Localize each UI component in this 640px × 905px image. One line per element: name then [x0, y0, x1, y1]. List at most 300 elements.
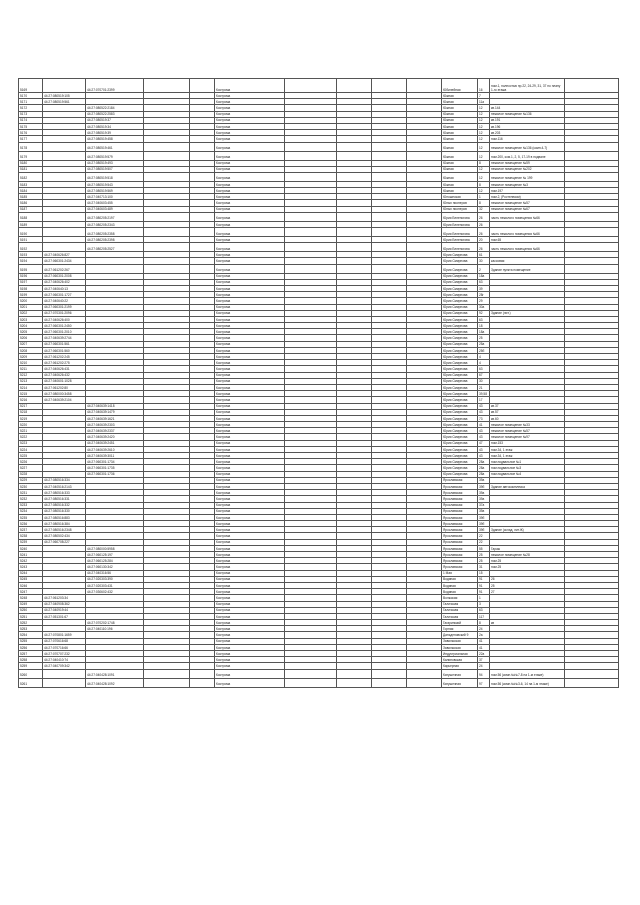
cell-n: 5169 [19, 79, 43, 93]
cell-street: Юрия Смирнова [442, 335, 478, 341]
cell-house: 31 [478, 564, 490, 570]
cell-city: Кострома [215, 601, 285, 607]
cell-n: 5200 [19, 298, 43, 304]
cell-city: Кострома [215, 570, 285, 576]
cell-house: 63 [478, 279, 490, 285]
cell-empty [190, 264, 215, 273]
cell-cad1: 44:27:070707:232 [43, 651, 86, 657]
cell-note: кв [490, 620, 565, 626]
cell-n: 5219 [19, 415, 43, 421]
cell-empty [285, 228, 337, 237]
cell-house: 12 [478, 117, 490, 123]
cell-empty [285, 669, 337, 678]
cell-empty [407, 669, 442, 678]
cell-n: 5213 [19, 378, 43, 384]
cell-city: Кострома [215, 285, 285, 291]
cell-city: Кострома [215, 335, 285, 341]
cell-note: часть нежилого помещения №66 [490, 228, 565, 237]
cell-n: 5244 [19, 570, 43, 576]
cell-cad1 [43, 212, 86, 221]
cell-city: Кострома [215, 545, 285, 551]
cell-note: пом.34, 1 этаж [490, 446, 565, 452]
cell-house: 39б [478, 521, 490, 527]
cell-street: Юрия Смирнова [442, 292, 478, 298]
cell-street: Ярославская [442, 490, 478, 496]
cell-city: Кострома [215, 483, 285, 489]
cell-city: Кострома [215, 397, 285, 403]
cell-n: 5177 [19, 136, 43, 142]
table-row [19, 243, 619, 252]
cell-cad2: 44:27:080519:543 [86, 181, 144, 187]
cell-cad1: 44:27:040640:13 [43, 285, 86, 291]
cell-n: 5192 [19, 243, 43, 252]
cell-note: 27 [490, 589, 565, 595]
cell-street: Ярославская [442, 496, 478, 502]
cell-cad1: 44:27:061202:267 [43, 264, 86, 273]
cell-note: часть нежилого помещения №66 [490, 212, 565, 221]
cell-city: Кострома [215, 552, 285, 558]
cell-cad1: 44:27:060301:2450 [43, 323, 86, 329]
cell-note: кв.144 [490, 105, 565, 111]
cell-street: Юрия Смирнова [442, 258, 478, 264]
cell-house: 25 [478, 335, 490, 341]
cell-house: 41 [478, 638, 490, 644]
cell-house: 18 [478, 323, 490, 329]
cell-city: Кострома [215, 459, 285, 465]
cell-house: 22 [478, 533, 490, 539]
cell-cad1: 44:27:070616:68 [43, 638, 86, 644]
cell-empty [565, 142, 619, 151]
cell-cad1: 44:27:040908:362 [43, 601, 86, 607]
cell-house: 12 [478, 136, 490, 142]
cell-empty [372, 264, 407, 273]
cell-street: Южная [442, 142, 478, 151]
cell-city: Кострома [215, 111, 285, 117]
cell-city: Кострома [215, 403, 285, 409]
cell-city: Кострома [215, 298, 285, 304]
cell-street: Южная [442, 151, 478, 160]
cell-house: 12 [478, 151, 490, 160]
cell-cad2: 44:27:080205:2343 [86, 221, 144, 227]
cell-city: Кострома [215, 372, 285, 378]
cell-street: Юношеская [442, 194, 478, 200]
cell-house: 18а [478, 329, 490, 335]
cell-empty [565, 678, 619, 687]
cell-house: 20 [478, 237, 490, 243]
cell-street: Юрия Смирнова [442, 329, 478, 335]
cell-house: 28а [478, 459, 490, 465]
cell-cad1: 44:27:060301:2434 [43, 258, 86, 264]
cell-cad2: 44:27:040639:1418 [86, 403, 144, 409]
cell-street: Ярославская [442, 552, 478, 558]
cell-empty [144, 151, 190, 160]
cell-empty [372, 151, 407, 160]
cell-cad1: 44:27:060301:2010 [43, 329, 86, 335]
cell-cad1: 44:27:080516:330 [43, 508, 86, 514]
cell-n: 5238 [19, 533, 43, 539]
cell-empty [337, 678, 372, 687]
cell-cad2: 44:27:040428:1092 [86, 678, 144, 687]
cell-city: Кострома [215, 428, 285, 434]
cell-empty [144, 228, 190, 237]
cell-house: 97 [478, 678, 490, 687]
cell-n: 5250 [19, 607, 43, 613]
cell-street: Юрия Смирнова [442, 273, 478, 279]
cell-city: Кострома [215, 160, 285, 166]
cell-cad1: 44:27:080516:883 [43, 514, 86, 520]
cell-street: Юрия Смирнова [442, 252, 478, 258]
cell-house: 55 [478, 545, 490, 551]
cell-house: 25 [478, 552, 490, 558]
cell-cad1: 44:27:070716:66 [43, 644, 86, 650]
cell-note: пом.подвальное №3 [490, 465, 565, 471]
cell-house: 39а [478, 496, 490, 502]
cell-street: Юрия Смирнова [442, 415, 478, 421]
cell-empty [285, 264, 337, 273]
cell-street: Юрия Смирнова [442, 279, 478, 285]
cell-empty [565, 172, 619, 181]
cell-street: Ярославская [442, 564, 478, 570]
cell-house: 17 [478, 397, 490, 403]
cell-note: нежилое помещение №28 [490, 552, 565, 558]
cell-n: 5218 [19, 409, 43, 415]
cell-house: 30 [478, 258, 490, 264]
cell-street: Юрия Смирнова [442, 298, 478, 304]
cell-house: 92 [478, 310, 490, 316]
cell-street: Ярославская [442, 545, 478, 551]
cell-street: Ярославская [442, 483, 478, 489]
cell-n: 5254 [19, 632, 43, 638]
cell-n: 5228 [19, 471, 43, 477]
cell-note: нежилое помещение №97 [490, 434, 565, 440]
cell-n: 5224 [19, 446, 43, 452]
cell-n: 5214 [19, 384, 43, 390]
cell-street: Юрия Смирнова [442, 428, 478, 434]
cell-street: Юрия Смирнова [442, 366, 478, 372]
cell-city: Кострома [215, 533, 285, 539]
cell-street: Юрия Смирнова [442, 347, 478, 353]
cell-street: Ярославская [442, 477, 478, 483]
cell-street: Юрия Смирнова [442, 459, 478, 465]
cell-empty [190, 212, 215, 221]
cell-street: Южная [442, 172, 478, 181]
cell-city: Кострома [215, 347, 285, 353]
register-sheet [18, 78, 618, 688]
cell-empty [144, 142, 190, 151]
cell-note: пом.25 [490, 558, 565, 564]
cell-street: Юрия Смирнова [442, 403, 478, 409]
cell-empty [565, 669, 619, 678]
cell-n: 5251 [19, 613, 43, 619]
cell-n: 5172 [19, 105, 43, 111]
cell-empty [190, 151, 215, 160]
cell-n: 5179 [19, 151, 43, 160]
cell-street: Калиновская [442, 657, 478, 663]
cell-street: Юрия Смирнова [442, 360, 478, 366]
cell-note: нежилое помещение №3 [490, 181, 565, 187]
cell-house: 26 [478, 212, 490, 221]
cell-cad1: 44:27:060301:2008 [43, 273, 86, 279]
cell-note: нежилое помещение №67 [490, 206, 565, 212]
cell-street: Южная [442, 99, 478, 105]
cell-n: 5176 [19, 130, 43, 136]
cell-n: 5260 [19, 669, 43, 678]
cell-n: 5240 [19, 545, 43, 551]
cell-city: Кострома [215, 564, 285, 570]
cell-n: 5173 [19, 111, 43, 117]
cell-n: 5225 [19, 453, 43, 459]
table-row [19, 228, 619, 237]
cell-n: 5231 [19, 490, 43, 496]
cell-note: нежилое помещение №57 [490, 200, 565, 206]
cell-street: Юрия Смирнова [442, 384, 478, 390]
cell-empty [144, 172, 190, 181]
cell-empty [407, 151, 442, 160]
cell-cad2: 44:27:080205:2527 [86, 243, 144, 252]
cell-empty [285, 678, 337, 687]
cell-empty [285, 142, 337, 151]
cell-n: 5248 [19, 595, 43, 601]
cell-n: 5203 [19, 316, 43, 322]
cell-city: Кострома [215, 477, 285, 483]
cell-house: 43 [478, 428, 490, 434]
cell-cad2: 44:27:080519:569 [86, 188, 144, 194]
cell-street: Юрия Смирнова [442, 471, 478, 477]
cell-street: Южная [442, 188, 478, 194]
table-row [19, 669, 619, 678]
cell-city: Кострома [215, 221, 285, 227]
cell-cad1: 44:27:040410:74 [43, 657, 86, 663]
cell-city: Кострома [215, 341, 285, 347]
cell-street: Юрия Смирнова [442, 304, 478, 310]
cell-house: 24 [478, 663, 490, 669]
cell-cad1: 44:27:040601:1028 [43, 378, 86, 384]
cell-empty [337, 172, 372, 181]
cell-city: Кострома [215, 657, 285, 663]
cell-house: 12 [478, 111, 490, 117]
cell-empty [144, 212, 190, 221]
cell-n: 5185 [19, 194, 43, 200]
cell-empty [372, 678, 407, 687]
cell-house: 4 [478, 354, 490, 360]
register-rows [19, 79, 619, 688]
cell-house: 39б [478, 514, 490, 520]
cell-n: 5222 [19, 434, 43, 440]
cell-street: Южная [442, 160, 478, 166]
cell-n: 5210 [19, 360, 43, 366]
cell-house: 25б [478, 347, 490, 353]
cell-city: Кострома [215, 181, 285, 187]
cell-house: 37а [478, 502, 490, 508]
cell-n: 5209 [19, 354, 43, 360]
cell-cad1: 44:27:040639:2104 [43, 397, 86, 403]
cell-city: Кострома [215, 644, 285, 650]
cell-house: 63 [478, 607, 490, 613]
cell-cad2: 44:27:040316:56 [86, 570, 144, 576]
cell-cad1: 44:27:060708:227 [43, 539, 86, 545]
cell-empty [565, 243, 619, 252]
cell-street: Южная [442, 181, 478, 187]
cell-n: 5187 [19, 206, 43, 212]
cell-n: 5198 [19, 285, 43, 291]
cell-n: 5205 [19, 329, 43, 335]
cell-note: пом.56 (комн.№№3-6, 14 на 1-м этаже) [490, 678, 565, 687]
cell-note: пом.197 [490, 188, 565, 194]
cell-empty [337, 151, 372, 160]
cell-n: 5237 [19, 527, 43, 533]
cell-street: Юрия Смирнова [442, 397, 478, 403]
cell-cad2: 44:27:020303:431 [86, 582, 144, 588]
cell-house: 30 [478, 378, 490, 384]
cell-empty [144, 79, 190, 93]
cell-house: 12 [478, 188, 490, 194]
table-row [19, 79, 619, 93]
cell-street: Ярославская [442, 533, 478, 539]
cell-city: Кострома [215, 264, 285, 273]
cell-empty [337, 243, 372, 252]
cell-empty [337, 142, 372, 151]
cell-city: Кострома [215, 527, 285, 533]
cell-cad1 [43, 151, 86, 160]
cell-house: 8 [478, 620, 490, 626]
cell-cad1 [43, 142, 86, 151]
cell-house: 24 [478, 626, 490, 632]
cell-n: 5252 [19, 620, 43, 626]
cell-street: Заволжская [442, 644, 478, 650]
cell-cad1: 44:27:070301:2096 [43, 310, 86, 316]
cell-cad2: 44:27:080519:518 [86, 172, 144, 181]
cell-empty [190, 669, 215, 678]
cell-house: 67 [478, 372, 490, 378]
cell-cad1: 44:27:061202:275 [43, 360, 86, 366]
cell-street: Юрия Беленогова [442, 237, 478, 243]
cell-note: кв.60 [490, 415, 565, 421]
cell-cad1: 44:27:080516:332 [43, 502, 86, 508]
cell-n: 5241 [19, 552, 43, 558]
cell-note: пом.153 [490, 440, 565, 446]
cell-n: 5181 [19, 166, 43, 172]
cell-street: Юрия Беленогова [442, 221, 478, 227]
cell-note: пом.116 [490, 136, 565, 142]
cell-n: 5217 [19, 403, 43, 409]
cell-house: 2а [478, 632, 490, 638]
cell-empty [337, 228, 372, 237]
cell-note: Здание пункта помещение [490, 264, 565, 273]
table-row [19, 264, 619, 273]
cell-cad1: 44:27:080519:561 [43, 99, 86, 105]
cell-n: 5180 [19, 160, 43, 166]
cell-empty [337, 212, 372, 221]
cell-n: 5174 [19, 117, 43, 123]
cell-n: 5234 [19, 508, 43, 514]
cell-empty [144, 669, 190, 678]
cell-house: 12 [478, 123, 490, 129]
cell-empty [190, 678, 215, 687]
cell-cad2: 44:27:080519:37 [86, 117, 144, 123]
cell-note: пом.56 (комн.№№7-8 на 1-м этаже) [490, 669, 565, 678]
cell-house: 11а [478, 99, 490, 105]
cell-street: Южная [442, 123, 478, 129]
cell-street: Юрия Беленогова [442, 212, 478, 221]
cell-cad1 [43, 678, 86, 687]
cell-n: 5193 [19, 252, 43, 258]
cell-n: 5201 [19, 304, 43, 310]
cell-n: 5199 [19, 292, 43, 298]
cell-street: Юрия Смирнова [442, 409, 478, 415]
cell-n: 5242 [19, 558, 43, 564]
cell-city: Кострома [215, 378, 285, 384]
cell-city: Кострома [215, 465, 285, 471]
cell-note: нежилое помещение № 199 [490, 172, 565, 181]
cell-n: 5183 [19, 181, 43, 187]
cell-house: 16 [478, 79, 490, 93]
cell-note: пом.подвальное №1 [490, 459, 565, 465]
cell-empty [407, 79, 442, 93]
cell-cad1: 44:27:080519:105 [43, 93, 86, 99]
cell-city: Кострома [215, 595, 285, 601]
cell-house: 28г [478, 292, 490, 298]
cell-city: Кострома [215, 354, 285, 360]
cell-city: Кострома [215, 514, 285, 520]
cell-house: 39 [478, 285, 490, 291]
cell-n: 5226 [19, 459, 43, 465]
cell-n: 5223 [19, 440, 43, 446]
cell-street: Южная [442, 93, 478, 99]
cell-empty [407, 228, 442, 237]
cell-empty [407, 172, 442, 181]
cell-cad1: 44:27:070801:1659 [43, 632, 86, 638]
cell-street: Юбилейная [442, 79, 478, 93]
cell-empty [407, 264, 442, 273]
cell-street: Южная [442, 136, 478, 142]
cell-cad2: 44:27:040110:196 [86, 626, 144, 632]
cell-empty [407, 678, 442, 687]
cell-city: Кострома [215, 304, 285, 310]
cell-house: 22 [478, 539, 490, 545]
cell-city: Кострома [215, 316, 285, 322]
cell-n: 5175 [19, 123, 43, 129]
cell-cad1: 44:27:080516:334 [43, 477, 86, 483]
cell-city: Кострома [215, 521, 285, 527]
cell-note: Здание (лит.) [490, 310, 565, 316]
cell-city: Кострома [215, 151, 285, 160]
cell-n: 5220 [19, 422, 43, 428]
cell-n: 5253 [19, 626, 43, 632]
cell-city: Кострома [215, 212, 285, 221]
cell-n: 5178 [19, 142, 43, 151]
cell-n: 5188 [19, 212, 43, 221]
cell-cad1: 44:27:060301:2199 [43, 304, 86, 310]
cell-house: 39а [478, 477, 490, 483]
cell-cad2: 44:27:080519:507 [86, 166, 144, 172]
cell-city: Кострома [215, 166, 285, 172]
cell-house: 8 [478, 200, 490, 206]
cell-city: Кострома [215, 384, 285, 390]
cell-street: Индустриальная [442, 651, 478, 657]
cell-cad2: 44:27:080205:2398 [86, 237, 144, 243]
cell-house: 47 [478, 440, 490, 446]
cell-street: Юрия Смирнова [442, 440, 478, 446]
cell-street: Ярославская [442, 502, 478, 508]
cell-n: 5202 [19, 310, 43, 316]
cell-street: Ярославская [442, 527, 478, 533]
cell-empty [285, 212, 337, 221]
cell-house: 7 [478, 93, 490, 99]
cell-cad1: 44:27:061202:245 [43, 354, 86, 360]
cell-house: 8 [478, 160, 490, 166]
table-row [19, 142, 619, 151]
cell-street: Южная [442, 166, 478, 172]
